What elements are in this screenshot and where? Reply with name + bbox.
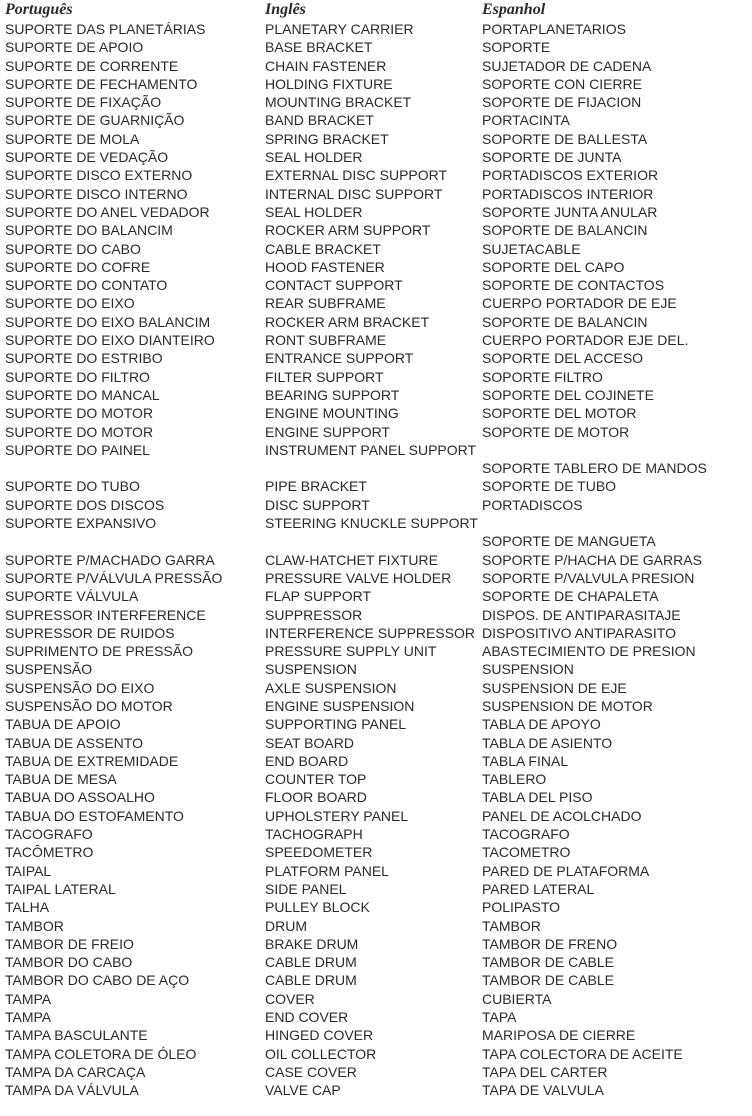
table-row (0, 917, 752, 935)
spanish-term: SOPORTE FILTRO (482, 368, 603, 385)
spanish-term: PARED DE PLATAFORMA (482, 862, 650, 879)
portuguese-term: TAMPA DA VÁLVULA (5, 1082, 139, 1099)
portuguese-term: TAMBOR DO CABO DE AÇO (5, 972, 190, 989)
english-term: RONT SUBFRAME (265, 332, 387, 349)
spanish-term: SUSPENSION (482, 661, 574, 678)
spanish-term: PORTACINTA (482, 112, 570, 129)
english-term: BRAKE DRUM (265, 935, 359, 952)
portuguese-term: SUPORTE DO CABO (5, 240, 141, 257)
table-row (0, 734, 752, 752)
table-row (0, 331, 752, 349)
english-term: SPEEDOMETER (265, 844, 373, 861)
table-row (0, 715, 752, 733)
portuguese-term: TAMBOR DO CABO (5, 954, 133, 971)
portuguese-term: SUPRESSOR INTERFERENCE (5, 606, 206, 623)
english-term: END COVER (265, 1009, 349, 1026)
spanish-term: POLIPASTO (482, 899, 561, 916)
portuguese-term: SUPORTE DE VEDAÇÃO (5, 149, 169, 166)
english-term: UPHOLSTERY PANEL (265, 807, 409, 824)
english-term: TACHOGRAPH (265, 826, 363, 843)
table-row (0, 971, 752, 989)
portuguese-term: SUPORTE DAS PLANETÁRIAS (5, 21, 206, 37)
table-row (0, 477, 752, 495)
spanish-term: TAPA (482, 1009, 517, 1026)
table-row (0, 441, 752, 478)
spanish-term: SOPORTE DE MOTOR (482, 423, 630, 440)
spanish-term: SOPORTE DE MANGUETA (482, 533, 656, 550)
spanish-term: SOPORTE (482, 39, 551, 56)
spanish-term: SOPORTE DE FIJACION (482, 94, 642, 111)
table-row (0, 752, 752, 770)
table-row (0, 606, 752, 624)
portuguese-term: TALHA (5, 899, 50, 916)
english-term: CABLE BRACKET (265, 240, 381, 257)
english-term: BASE BRACKET (265, 39, 373, 56)
table-row (0, 57, 752, 75)
portuguese-term: SUPORTE DO PAINEL (5, 441, 150, 458)
english-term: STEERING KNUCKLE SUPPORT (265, 515, 478, 532)
table-row (0, 697, 752, 715)
table-row (0, 386, 752, 404)
spanish-term: MARIPOSA DE CIERRE (482, 1027, 636, 1044)
english-term: SEAT BOARD (265, 734, 354, 751)
english-term: OIL COLLECTOR (265, 1045, 377, 1062)
table-row (0, 770, 752, 788)
english-term: ENTRANCE SUPPORT (265, 350, 414, 367)
table-row (0, 807, 752, 825)
table-row (0, 624, 752, 642)
table-row (0, 258, 752, 276)
spanish-term: SOPORTE DE BALANCIN (482, 313, 648, 330)
spanish-term: SOPORTE DE TUBO (482, 478, 617, 495)
portuguese-term: SUPORTE DO BALANCIM (5, 222, 173, 239)
table-row (0, 496, 752, 514)
english-term: INTERNAL DISC SUPPORT (265, 185, 443, 202)
table-row (0, 587, 752, 605)
table-row (0, 20, 752, 38)
spanish-term: ABASTECIMIENTO DE PRESION (482, 643, 696, 660)
portuguese-term: SUPORTE VÁLVULA (5, 588, 139, 605)
portuguese-term: SUPORTE DO ANEL VEDADOR (5, 203, 210, 220)
spanish-term: TAPA DE VALVULA (482, 1082, 604, 1099)
english-term: PULLEY BLOCK (265, 899, 370, 916)
portuguese-term: SUPRESSOR DE RUIDOS (5, 624, 175, 641)
english-term: CLAW-HATCHET FIXTURE (265, 551, 438, 568)
portuguese-term: SUPORTE DO EIXO BALANCIM (5, 313, 211, 330)
english-term: END BOARD (265, 752, 349, 769)
portuguese-term: TABUA DO ESTOFAMENTO (5, 807, 184, 824)
portuguese-term: SUPORTE DO CONTATO (5, 277, 168, 294)
english-term: INTERFERENCE SUPPRESSOR (265, 624, 476, 641)
english-term: PRESSURE VALVE HOLDER (265, 569, 452, 586)
portuguese-term: TABUA DE ASSENTO (5, 734, 143, 751)
spanish-term: SOPORTE P/HACHA DE GARRAS (482, 551, 702, 568)
portuguese-term: SUSPENSÃO (5, 661, 93, 678)
table-row (0, 423, 752, 441)
spanish-term: TACOMETRO (482, 844, 571, 861)
portuguese-term: SUPORTE DO MANCAL (5, 386, 160, 403)
table-row (0, 660, 752, 678)
portuguese-term: SUPORTE DO ESTRIBO (5, 350, 163, 367)
spanish-term: SOPORTE DEL MOTOR (482, 405, 637, 422)
english-term: SIDE PANEL (265, 880, 347, 897)
spanish-term: CUERPO PORTADOR DE EJE (482, 295, 677, 312)
table-row (0, 185, 752, 203)
table-row (0, 862, 752, 880)
english-term: ROCKER ARM BRACKET (265, 313, 430, 330)
english-term: SUPPORTING PANEL (265, 716, 407, 733)
english-term: HOLDING FIXTURE (265, 75, 393, 92)
table-row (0, 953, 752, 971)
english-term: EXTERNAL DISC SUPPORT (265, 167, 448, 184)
portuguese-term: TAIPAL LATERAL (5, 880, 116, 897)
table-row (0, 294, 752, 312)
table-row (0, 825, 752, 843)
table-row (0, 788, 752, 806)
english-term: PLATFORM PANEL (265, 862, 389, 879)
english-term: BEARING SUPPORT (265, 386, 400, 403)
spanish-term: TAMBOR DE CABLE (482, 954, 614, 971)
table-row (0, 111, 752, 129)
spanish-term: PORTADISCOS INTERIOR (482, 185, 654, 202)
english-term: SPRING BRACKET (265, 130, 389, 147)
portuguese-term: SUPORTE DISCO INTERNO (5, 185, 188, 202)
spanish-term: CUBIERTA (482, 990, 552, 1007)
portuguese-term: TAMPA (5, 990, 52, 1007)
table-row (0, 368, 752, 386)
english-term: INSTRUMENT PANEL SUPPORT (265, 441, 477, 458)
table-row (0, 551, 752, 569)
english-term: DISC SUPPORT (265, 496, 370, 513)
table-row (0, 514, 752, 551)
header-portuguese: Português (5, 1, 73, 18)
english-term: ENGINE SUPPORT (265, 423, 390, 440)
portuguese-term: SUPORTE DE MOLA (5, 130, 140, 147)
spanish-term: SOPORTE DEL CAPO (482, 258, 625, 275)
table-row (0, 203, 752, 221)
english-term: CONTACT SUPPORT (265, 277, 403, 294)
english-term: ENGINE SUSPENSION (265, 697, 415, 714)
spanish-term: TAMBOR (482, 917, 541, 934)
spanish-term: SUJETADOR DE CADENA (482, 57, 652, 74)
spanish-term: PORTADISCOS EXTERIOR (482, 167, 659, 184)
spanish-term: CUERPO PORTADOR EJE DEL. (482, 332, 689, 349)
portuguese-term: SUPORTE DO MOTOR (5, 405, 154, 422)
spanish-term: SOPORTE DEL ACCESO (482, 350, 644, 367)
portuguese-term: TAIPAL (5, 862, 52, 879)
portuguese-term: SUPORTE DE CORRENTE (5, 57, 179, 74)
header-spanish: Espanhol (482, 1, 546, 18)
spanish-term: SOPORTE CON CIERRE (482, 75, 642, 92)
table-row (0, 166, 752, 184)
portuguese-term: TABUA DE APOIO (5, 716, 121, 733)
table-row (0, 38, 752, 56)
english-term: BAND BRACKET (265, 112, 374, 129)
table-row (0, 1026, 752, 1044)
english-term: VALVE CAP (265, 1082, 341, 1099)
portuguese-term: SUPORTE DO EIXO DIANTEIRO (5, 332, 215, 349)
english-term: AXLE SUSPENSION (265, 679, 397, 696)
spanish-term: SUSPENSION DE MOTOR (482, 697, 653, 714)
portuguese-term: SUPORTE P/VÁLVULA PRESSÃO (5, 569, 223, 586)
spanish-term: SUJETACABLE (482, 240, 581, 257)
table-row (0, 148, 752, 166)
english-term: DRUM (265, 917, 307, 934)
english-term: SEAL HOLDER (265, 203, 363, 220)
english-term: SEAL HOLDER (265, 149, 363, 166)
table-row (0, 990, 752, 1008)
spanish-term: TACOGRAFO (482, 826, 570, 843)
portuguese-term: SUSPENSÃO DO EIXO (5, 679, 155, 696)
table-row (0, 569, 752, 587)
portuguese-term: TAMBOR DE FREIO (5, 935, 134, 952)
table-row (0, 1081, 752, 1099)
english-term: HOOD FASTENER (265, 258, 385, 275)
table-row (0, 1063, 752, 1081)
portuguese-term: TAMPA BASCULANTE (5, 1027, 148, 1044)
portuguese-term: SUPORTE DISCO EXTERNO (5, 167, 193, 184)
english-term: SUSPENSION (265, 661, 357, 678)
spanish-term: SOPORTE DE CHAPALETA (482, 588, 659, 605)
english-term: CASE COVER (265, 1063, 357, 1080)
table-row (0, 221, 752, 239)
spanish-term: SOPORTE DE CONTACTOS (482, 277, 665, 294)
english-term: PIPE BRACKET (265, 478, 367, 495)
english-term: HINGED COVER (265, 1027, 374, 1044)
english-term: PRESSURE SUPPLY UNIT (265, 643, 437, 660)
table-row (0, 935, 752, 953)
english-term: COVER (265, 990, 315, 1007)
spanish-term: SOPORTE JUNTA ANULAR (482, 203, 658, 220)
english-term: CABLE DRUM (265, 954, 357, 971)
spanish-term: SOPORTE DE BALANCIN (482, 222, 648, 239)
spanish-term: SOPORTE TABLERO DE MANDOS (482, 460, 707, 477)
english-term: ROCKER ARM SUPPORT (265, 222, 431, 239)
table-row (0, 642, 752, 660)
portuguese-term: TAMPA (5, 1009, 52, 1026)
glossary-table (0, 20, 752, 1100)
spanish-term: TABLA FINAL (482, 752, 569, 769)
english-term: REAR SUBFRAME (265, 295, 386, 312)
portuguese-term: SUPORTE P/MACHADO GARRA (5, 551, 215, 568)
english-term: FLOOR BOARD (265, 789, 367, 806)
portuguese-term: TABUA DE MESA (5, 771, 117, 788)
portuguese-term: SUPRIMENTO DE PRESSÃO (5, 643, 194, 660)
spanish-term: SOPORTE P/VALVULA PRESION (482, 569, 695, 586)
english-term: FILTER SUPPORT (265, 368, 384, 385)
spanish-term: DISPOS. DE ANTIPARASITAJE (482, 606, 681, 623)
portuguese-term: SUPORTE EXPANSIVO (5, 515, 157, 532)
english-term: PLANETARY CARRIER (265, 21, 414, 37)
portuguese-term: SUPORTE DO TUBO (5, 478, 140, 495)
table-row (0, 313, 752, 331)
portuguese-term: TACÔMETRO (5, 844, 94, 861)
spanish-term: TAMBOR DE CABLE (482, 972, 614, 989)
spanish-term: TAMBOR DE FRENO (482, 935, 618, 952)
spanish-term: TAPA COLECTORA DE ACEITE (482, 1045, 683, 1062)
english-term: COUNTER TOP (265, 771, 367, 788)
table-row (0, 276, 752, 294)
table-row (0, 843, 752, 861)
portuguese-term: TACOGRAFO (5, 826, 93, 843)
portuguese-term: TABUA DO ASSOALHO (5, 789, 155, 806)
spanish-term: TABLA DEL PISO (482, 789, 593, 806)
english-term: ENGINE MOUNTING (265, 405, 399, 422)
portuguese-term: TAMPA DA CARCAÇA (5, 1063, 146, 1080)
header-english: Inglês (265, 1, 306, 18)
spanish-term: DISPOSITIVO ANTIPARASITO (482, 624, 676, 641)
portuguese-term: TAMPA COLETORA DE ÓLEO (5, 1045, 197, 1062)
spanish-term: PANEL DE ACOLCHADO (482, 807, 642, 824)
english-term: SUPPRESSOR (265, 606, 363, 623)
table-row (0, 1008, 752, 1026)
english-term: CABLE DRUM (265, 972, 357, 989)
portuguese-term: SUPORTE DE GUARNIÇÃO (5, 112, 185, 129)
portuguese-term: SUPORTE DO FILTRO (5, 368, 150, 385)
spanish-term: PARED LATERAL (482, 880, 595, 897)
table-row (0, 75, 752, 93)
spanish-term: TABLA DE ASIENTO (482, 734, 613, 751)
spanish-term: SOPORTE DE JUNTA (482, 149, 622, 166)
spanish-term: SUSPENSION DE EJE (482, 679, 627, 696)
english-term: CHAIN FASTENER (265, 57, 387, 74)
spanish-term: SOPORTE DEL COJINETE (482, 386, 654, 403)
table-row (0, 679, 752, 697)
portuguese-term: SUPORTE DO COFRE (5, 258, 151, 275)
portuguese-term: TAMBOR (5, 917, 64, 934)
portuguese-term: TABUA DE EXTREMIDADE (5, 752, 179, 769)
portuguese-term: SUPORTE DO EIXO (5, 295, 135, 312)
english-term: FLAP SUPPORT (265, 588, 372, 605)
table-row (0, 898, 752, 916)
table-row (0, 349, 752, 367)
portuguese-term: SUPORTE DO MOTOR (5, 423, 154, 440)
table-row (0, 240, 752, 258)
spanish-term: PORTADISCOS (482, 496, 583, 513)
portuguese-term: SUPORTE DE FIXAÇÃO (5, 94, 162, 111)
spanish-term: TABLERO (482, 771, 547, 788)
table-row (0, 1045, 752, 1063)
table-row (0, 404, 752, 422)
portuguese-term: SUSPENSÃO DO MOTOR (5, 697, 173, 714)
spanish-term: PORTAPLANETARIOS (482, 21, 626, 37)
table-row (0, 880, 752, 898)
portuguese-term: SUPORTE DE APOIO (5, 39, 144, 56)
spanish-term: TAPA DEL CARTER (482, 1063, 608, 1080)
table-row (0, 93, 752, 111)
portuguese-term: SUPORTE DOS DISCOS (5, 496, 165, 513)
table-row (0, 130, 752, 148)
english-term: MOUNTING BRACKET (265, 94, 412, 111)
spanish-term: TABLA DE APOYO (482, 716, 601, 733)
portuguese-term: SUPORTE DE FECHAMENTO (5, 75, 198, 92)
spanish-term: SOPORTE DE BALLESTA (482, 130, 648, 147)
